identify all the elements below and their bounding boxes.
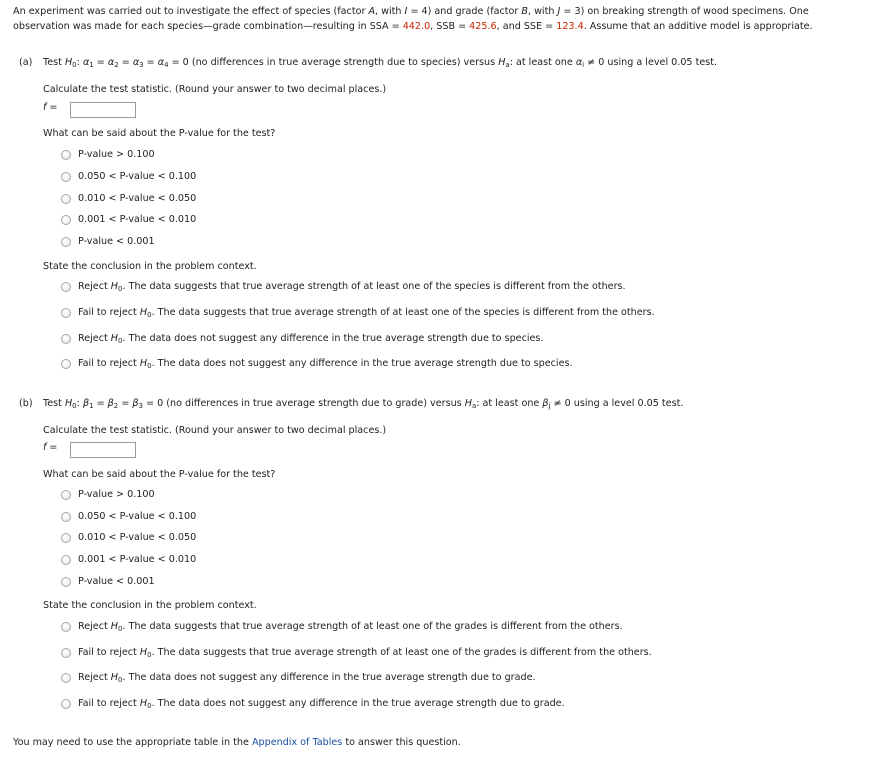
part-a-conclusion-radio-2[interactable] [61,308,71,318]
ssb-value: 425.6 [469,21,497,32]
part-a-f-input[interactable] [70,102,136,118]
part-b-conclusion-1: Reject $H_0$. The data suggests that true average strength of at least one of the grades is different from the others. [78,621,623,633]
part-a-conclusion-radio-1[interactable] [61,282,71,292]
part-a-conclusion-prompt: State the conclusion in the problem context. [43,261,257,272]
part-a-conclusion-radio-3[interactable] [61,334,71,344]
part-a-hypothesis: Test $H_0$: $\alpha_1 = \alpha_2 = \alpha_3 = \alpha_4 = 0$ (no differences in true average strength due to species) versus $H_a$: at least one $\alpha_i \ne 0$ using a level 0.05 test. [43,57,718,69]
part-a-pvalue-radio-3[interactable] [61,194,71,204]
part-a-conclusion-radio-4[interactable] [61,359,71,369]
part-b-calc-prompt: Calculate the test statistic. (Round your answer to two decimal places.) [43,425,387,436]
part-b-f-input[interactable] [70,442,136,458]
part-a-f-label: f = [43,102,58,113]
part-a-conclusion-4: Fail to reject $H_0$. The data does not suggest any difference in the true average strength due to species. [78,358,573,370]
part-b-pvalue-radio-1[interactable] [61,490,71,500]
part-b-conclusion-2: Fail to reject $H_0$. The data suggests that true average strength of at least one of the grades is different from the others. [78,647,652,659]
part-b-conclusion-radio-3[interactable] [61,673,71,683]
part-b-label: (b) [19,398,33,409]
part-b-pvalue-option-2: 0.050 < P-value < 0.100 [78,511,197,522]
part-b-pvalue-option-5: P-value < 0.001 [78,576,155,587]
part-b-pvalue-option-3: 0.010 < P-value < 0.050 [78,532,197,543]
part-b-hypothesis: Test $H_0$: $\beta_1 = \beta_2 = \beta_3 = 0$ (no differences in true average strength due to grade) versus $H_a$: at least one $\beta_j \ne 0$ using a level 0.05 test. [43,398,684,410]
part-a-pvalue-option-5: P-value < 0.001 [78,236,155,247]
part-a-pvalue-prompt: What can be said about the P-value for the test? [43,128,276,139]
sse-value: 123.4 [556,21,584,32]
part-a-conclusion-2: Fail to reject $H_0$. The data suggests that true average strength of at least one of the species is different from the others. [78,307,655,319]
part-b-f-label: f = [43,442,58,453]
part-b-pvalue-option-1: P-value > 0.100 [78,489,155,500]
part-a-label: (a) [19,57,33,68]
part-a-pvalue-option-4: 0.001 < P-value < 0.010 [78,214,197,225]
part-b-conclusion-radio-1[interactable] [61,622,71,632]
part-b-conclusion-radio-4[interactable] [61,699,71,709]
part-a-pvalue-radio-4[interactable] [61,215,71,225]
part-b-pvalue-option-4: 0.001 < P-value < 0.010 [78,554,197,565]
part-a-pvalue-option-3: 0.010 < P-value < 0.050 [78,193,197,204]
part-a-pvalue-radio-1[interactable] [61,150,71,160]
part-b-pvalue-radio-5[interactable] [61,577,71,587]
part-a-pvalue-option-2: 0.050 < P-value < 0.100 [78,171,197,182]
part-b-pvalue-radio-4[interactable] [61,555,71,565]
part-b-pvalue-radio-3[interactable] [61,533,71,543]
part-a-pvalue-radio-2[interactable] [61,172,71,182]
part-b-pvalue-prompt: What can be said about the P-value for the test? [43,469,276,480]
footer-note: You may need to use the appropriate table in the Appendix of Tables to answer this question. [13,737,461,748]
appendix-link[interactable]: Appendix of Tables [251,737,343,748]
part-a-conclusion-1: Reject $H_0$. The data suggests that true average strength of at least one of the species is different from the others. [78,281,626,293]
part-b-conclusion-prompt: State the conclusion in the problem context. [43,600,257,611]
part-b-conclusion-radio-2[interactable] [61,648,71,658]
part-a-conclusion-3: Reject $H_0$. The data does not suggest any difference in the true average strength due to species. [78,333,544,345]
problem-statement: An experiment was carried out to investigate the effect of species (factor A, with I = 4) and grade (factor B, with J = 3) on breaking strength of wood specimens. One observation was made for each species—grade combination—resulting in SSA = 442.0, SSB = 425.6, and SSE = 123.4. Assume that an additive model is appropriate. [13,6,813,32]
part-b-conclusion-3: Reject $H_0$. The data does not suggest any difference in the true average strength due to grade. [78,672,536,684]
part-a-pvalue-option-1: P-value > 0.100 [78,149,155,160]
ssa-value: 442.0 [402,21,431,32]
part-a-pvalue-radio-5[interactable] [61,237,71,247]
part-b-conclusion-4: Fail to reject $H_0$. The data does not suggest any difference in the true average strength due to grade. [78,698,565,710]
part-b-pvalue-radio-2[interactable] [61,512,71,522]
part-a-calc-prompt: Calculate the test statistic. (Round your answer to two decimal places.) [43,84,387,95]
